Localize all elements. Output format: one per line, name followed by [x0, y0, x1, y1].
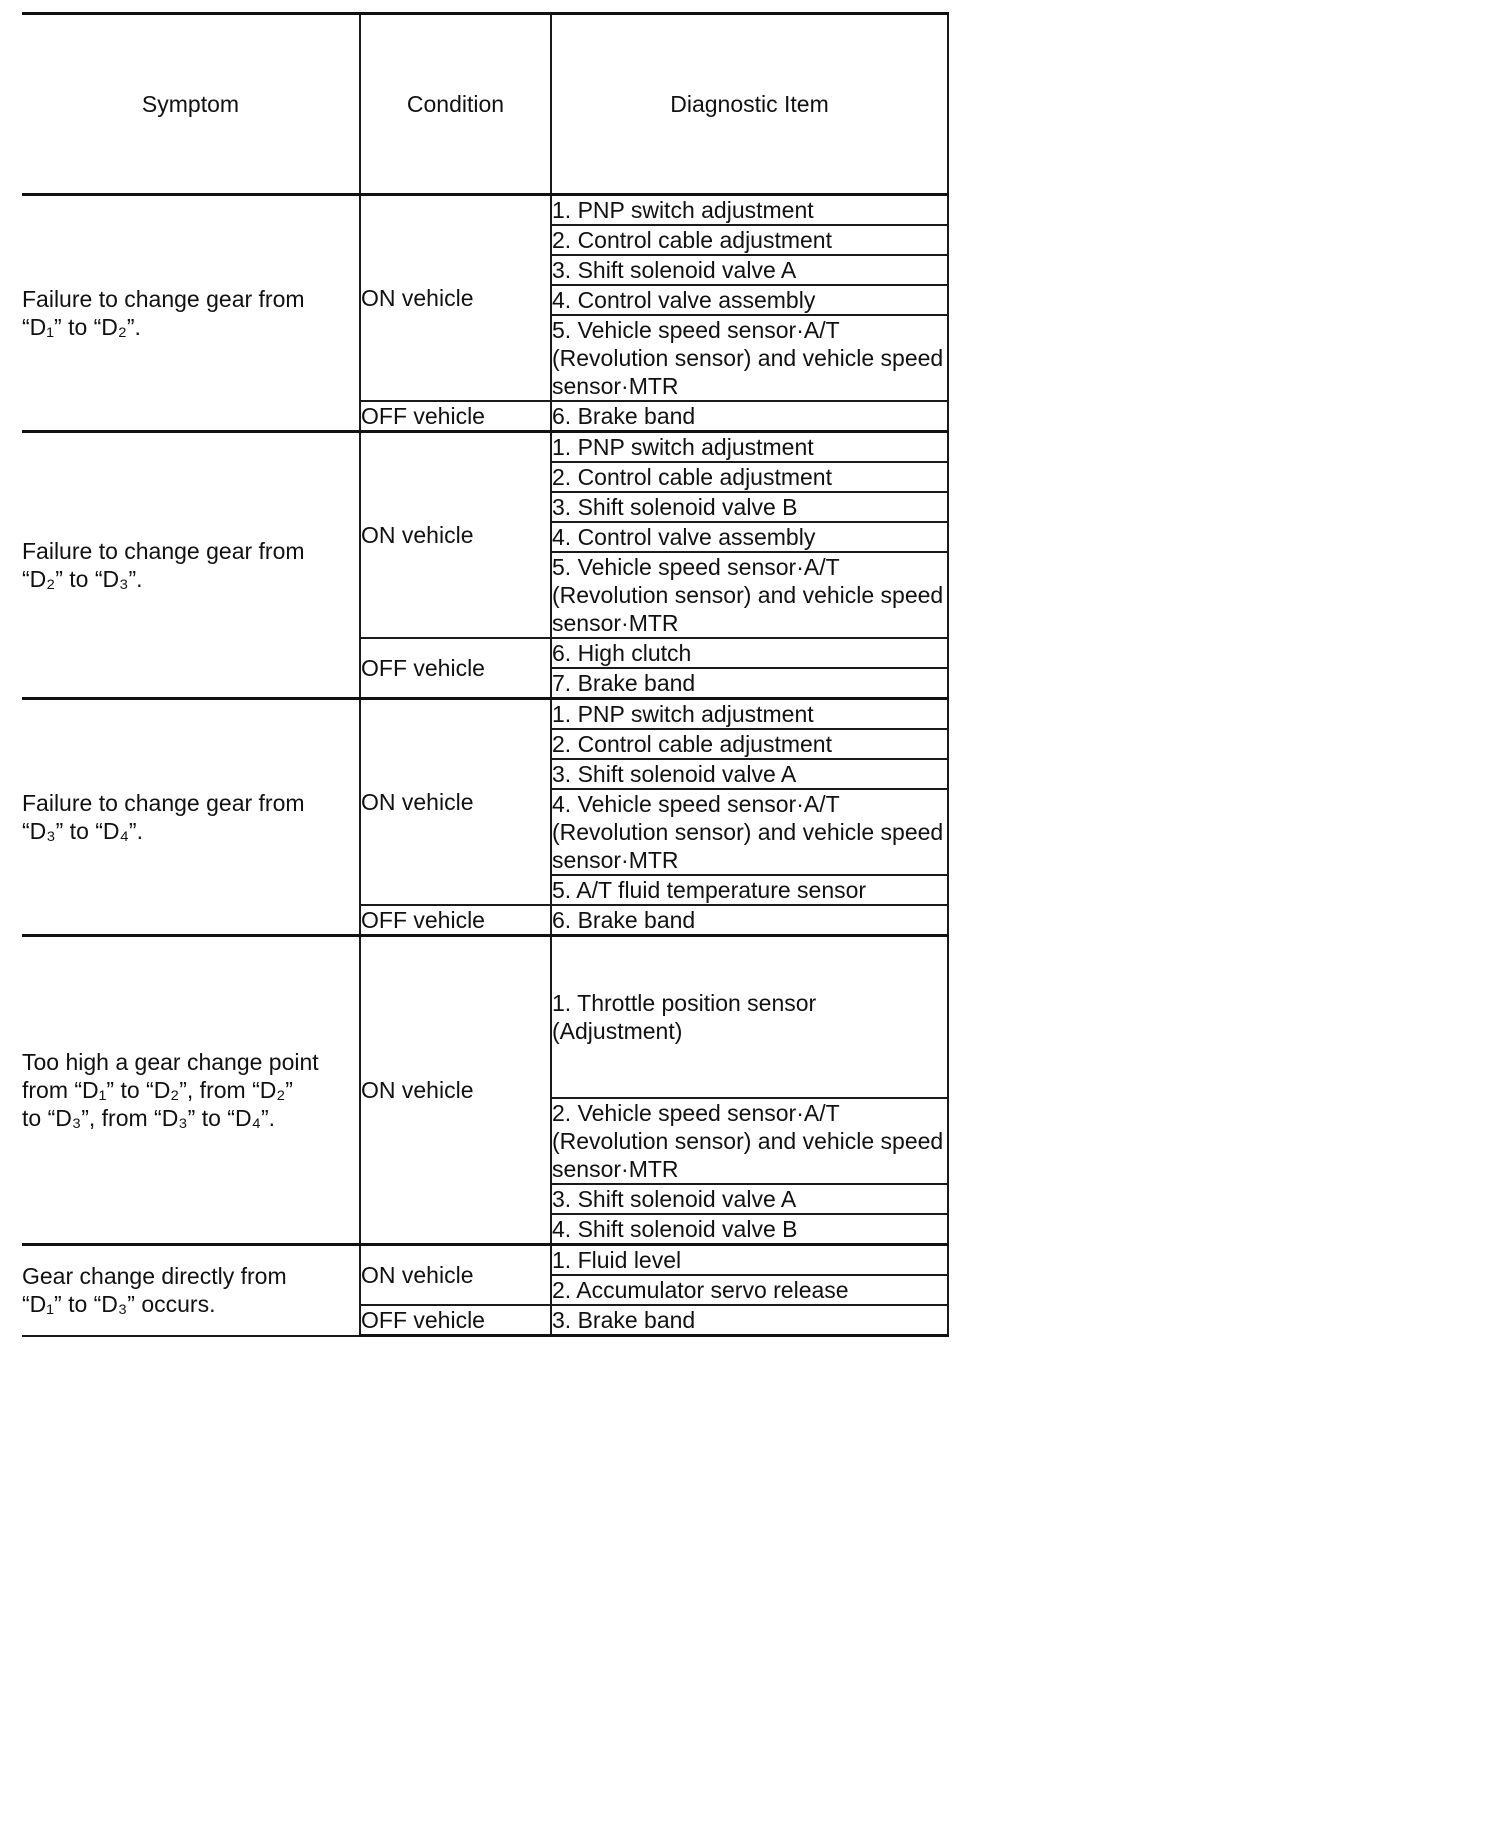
diagnostic-item-cell: 2. Control cable adjustment — [551, 462, 948, 492]
symptom-text-line: “D₂” to “D₃”. — [22, 566, 143, 592]
condition-cell: ON vehicle — [360, 936, 551, 1245]
table-row — [22, 699, 948, 730]
table-row — [22, 1245, 948, 1276]
diagnostic-item-cell: 4. Control valve assembly — [551, 285, 948, 315]
symptom-cell — [22, 195, 360, 432]
table-row — [22, 195, 948, 226]
symptom-cell — [22, 432, 360, 699]
header-condition: Condition — [360, 14, 551, 195]
header-diagnostic-item: Diagnostic Item — [551, 14, 948, 195]
symptom-text-line: “D₁” to “D₃” occurs. — [22, 1291, 216, 1318]
symptom-cell — [22, 699, 360, 936]
diagnostic-item-cell: 3. Shift solenoid valve A — [551, 759, 948, 789]
symptom-text-line: from “D₁” to “D₂”, from “D₂” — [22, 1077, 293, 1103]
diagnostic-item-cell: 5. A/T fluid temperature sensor — [551, 875, 948, 905]
diagnostic-item-cell: 5. Vehicle speed sensor·A/T (Revolution sensor) and vehicle speed sensor·MTR — [551, 315, 948, 401]
symptom-text-line: Failure to change gear from — [22, 286, 305, 312]
table-header-row — [22, 14, 948, 195]
condition-cell: ON vehicle — [360, 1245, 551, 1306]
symptom-text-line: Failure to change gear from — [22, 538, 305, 564]
condition-cell: OFF vehicle — [360, 1305, 551, 1336]
diagnostic-item-cell: 3. Shift solenoid valve A — [551, 255, 948, 285]
condition-cell: ON vehicle — [360, 432, 551, 639]
diagnosis-table — [22, 12, 949, 1337]
diagnostic-item-cell: 3. Shift solenoid valve A — [551, 1184, 948, 1214]
diagnostic-item-cell: 1. PNP switch adjustment — [551, 195, 948, 226]
symptom-text-line: “D₃” to “D₄”. — [22, 818, 143, 844]
table-body — [22, 195, 948, 1336]
symptom-text-line: “D₁” to “D₂”. — [22, 314, 141, 340]
diagnostic-item-cell: 5. Vehicle speed sensor·A/T (Revolution sensor) and vehicle speed sensor·MTR — [551, 552, 948, 638]
diagnostic-item-cell: 7. Brake band — [551, 668, 948, 699]
diagnostic-item-cell: 1. Throttle position sensor (Adjustment) — [551, 936, 948, 1099]
symptom-cell — [22, 936, 360, 1245]
symptom-text-line: Too high a gear change point — [22, 1049, 319, 1075]
diagnostic-item-cell: 6. High clutch — [551, 638, 948, 668]
condition-cell: OFF vehicle — [360, 638, 551, 699]
diagnostic-item-cell: 6. Brake band — [551, 905, 948, 936]
diagnostic-item-cell: 3. Shift solenoid valve B — [551, 492, 948, 522]
diagnostic-item-cell: 2. Control cable adjustment — [551, 225, 948, 255]
condition-cell: ON vehicle — [360, 699, 551, 906]
diagnostic-item-cell: 1. PNP switch adjustment — [551, 432, 948, 463]
symptom-text-line: Failure to change gear from — [22, 790, 305, 816]
diagnostic-item-cell: 6. Brake band — [551, 401, 948, 432]
symptom-cell — [22, 1245, 360, 1336]
condition-cell: ON vehicle — [360, 195, 551, 402]
condition-cell: OFF vehicle — [360, 401, 551, 432]
diagnostic-item-cell: 4. Control valve assembly — [551, 522, 948, 552]
diagnostic-item-cell: 1. PNP switch adjustment — [551, 699, 948, 730]
table-row — [22, 432, 948, 463]
symptom-text-line: Gear change directly from — [22, 1263, 287, 1290]
header-symptom: Symptom — [22, 14, 360, 195]
diagnostic-item-cell: 2. Vehicle speed sensor·A/T (Revolution sensor) and vehicle speed sensor·MTR — [551, 1098, 948, 1184]
diagnostic-item-cell: 4. Vehicle speed sensor·A/T (Revolution sensor) and vehicle speed sensor·MTR — [551, 789, 948, 875]
diagnostic-item-cell: 1. Fluid level — [551, 1245, 948, 1276]
table-row — [22, 936, 948, 1099]
symptom-text-line: to “D₃”, from “D₃” to “D₄”. — [22, 1105, 275, 1131]
diagnostic-item-cell: 3. Brake band — [551, 1305, 948, 1336]
diagnostic-item-cell: 4. Shift solenoid valve B — [551, 1214, 948, 1245]
diagnostic-item-cell: 2. Control cable adjustment — [551, 729, 948, 759]
condition-cell: OFF vehicle — [360, 905, 551, 936]
diagnostic-item-cell: 2. Accumulator servo release — [551, 1275, 948, 1305]
